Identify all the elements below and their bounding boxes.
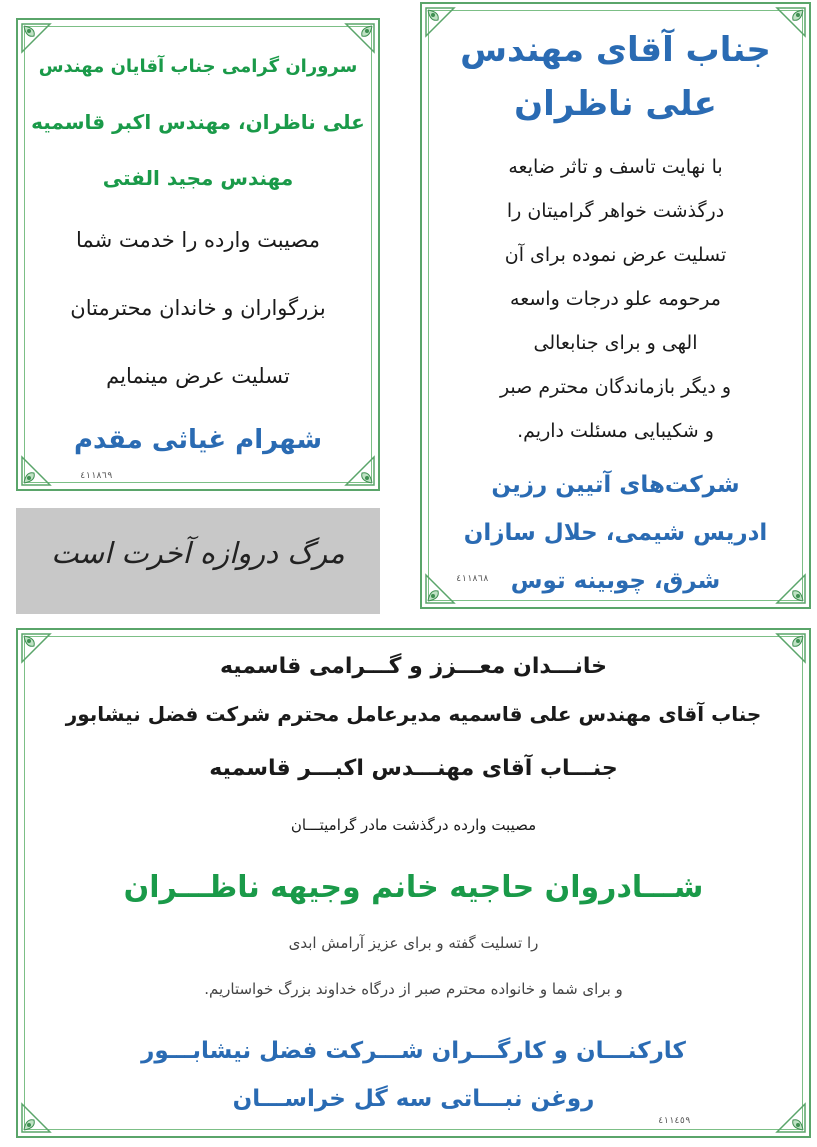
family-line: خانـــدان معـــزز و گـــرامی قاسمیه [219,654,608,679]
recipient-line-2: جنـــاب آقای مهنـــدس اکبـــر قاسمیه [209,756,618,781]
recipient-line: جناب آقای مهندس علی قاسمیه مدیرعامل محترم شرکت فضل نیشابور [65,702,762,726]
recipients-names-2: مهندس مجید الفتی [102,166,294,190]
quote-text: مرگ دروازه آخرت است [51,536,345,570]
signature-line: شرکت‌های آتیین رزین [491,472,740,498]
message-line: را تسلیت گفته و برای عزیز آرامش ابدی [288,934,539,952]
condolence-card-bottom [16,628,811,1138]
message-line: بزرگواران و خاندان محترمتان [70,296,326,320]
body-line: درگذشت خواهر گرامیتان را [506,200,725,222]
condolence-card-right [420,2,811,609]
signature-line: کارکنـــان و کارگـــران شـــرکت فضل نیشابـــور [141,1038,686,1064]
corner-ornament-icon [344,455,376,487]
ad-code: ٤١١٨٦٩ [80,471,113,481]
condolence-card-left [16,18,380,491]
signature-line: شرق، چوبینه توس [510,568,721,594]
corner-ornament-icon [20,455,52,487]
body-line: مرحومه علو درجات واسعه [510,288,721,310]
ad-code: ٤١١٨٦٨ [456,574,489,584]
recipients-line: سروران گرامی جناب آقایان مهندس [38,56,358,77]
message-line: مصیبت وارده درگذشت مادر گرامیتـــان [290,816,537,834]
body-line: تسلیت عرض نموده برای آن [504,244,727,266]
message-line: تسلیت عرض مینمایم [106,364,290,388]
body-line: الهی و برای جنابعالی [533,332,698,354]
message-line: و برای شما و خانواده محترم صبر از درگاه خداوند بزرگ خواستاریم. [204,980,623,998]
corner-ornament-icon [20,22,52,54]
body-line: و دیگر بازماندگان محترم صبر [499,376,732,398]
body-line: و شکیبایی مسئلت داریم. [517,420,714,442]
message-line: مصیبت وارده را خدمت شما [76,228,320,252]
deceased-name: شـــادروان حاجیه خانم وجیهه ناظـــران [123,870,704,905]
title-line: جناب آقای مهندس [460,30,771,70]
signature-line: روغن نبـــاتی سه گل خراســـان [232,1086,595,1112]
corner-ornament-icon [344,22,376,54]
title-name: علی ناظران [514,84,717,124]
recipients-names: علی ناظران، مهندس اکبر قاسمیه [31,110,365,134]
body-line: با نهایت تاسف و تاثر ضایعه [508,156,723,178]
quote-box [16,508,380,614]
sender-name: شهرام غیاثی مقدم [73,425,323,455]
signature-line: ادریس شیمی، حلال سازان [463,520,768,546]
ad-code: ٤١١٤٥٩ [658,1116,691,1126]
